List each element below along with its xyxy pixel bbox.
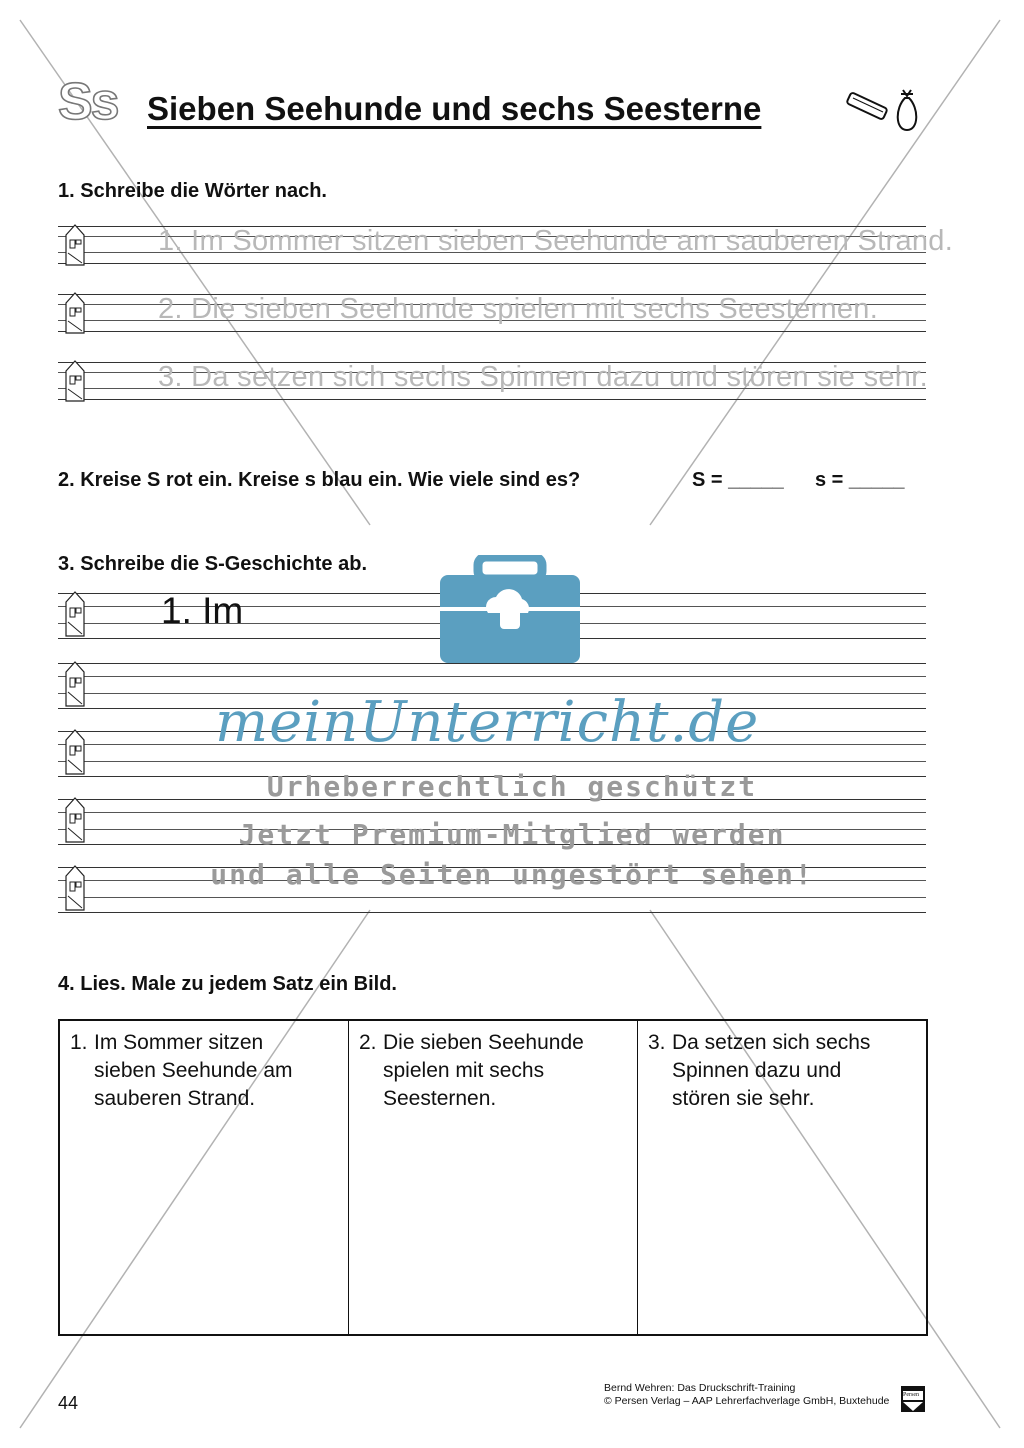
writing-line: [58, 294, 926, 332]
picture-cell[interactable]: [60, 1021, 349, 1334]
house-icon: [64, 291, 86, 335]
picture-cell[interactable]: [638, 1021, 926, 1334]
cell-number: 2.: [359, 1031, 377, 1054]
cell-number: 3.: [648, 1031, 666, 1054]
page-number: 44: [58, 1393, 79, 1413]
task1-instruction: 1. Schreibe die Wörter nach.: [58, 180, 327, 202]
credit-line: Bernd Wehren: Das Druckschrift-Training: [604, 1382, 796, 1394]
credit-line: © Persen Verlag – AAP Lehrerfachverlage GmbH, Buxtehude: [604, 1395, 890, 1407]
cell-sentence: Im Sommer sitzen sieben Seehunde am sauberen Strand.: [94, 1031, 293, 1110]
house-icon: [64, 223, 86, 267]
watermark-premium-2: und alle Seiten ungestört sehen!: [210, 858, 814, 891]
watermark-brand: meinUnterricht.de: [215, 690, 760, 755]
count-lowercase-s: s = _____: [815, 469, 905, 491]
letter-heading: Ss: [58, 73, 118, 131]
picture-table: [58, 1019, 928, 1336]
cell-sentence: Da setzen sich sechs Spinnen dazu und stören sie sehr.: [672, 1031, 871, 1110]
publisher-name: Persen: [903, 1392, 919, 1398]
trace-sentence: 2. Die sieben Seehunde spielen mit sechs Seesternen.: [158, 293, 879, 325]
house-icon: [64, 728, 86, 776]
cell-number: 1.: [70, 1031, 88, 1054]
house-icon: [64, 590, 86, 638]
task2-instruction: 2. Kreise S rot ein. Kreise s blau ein. Wie viele sind es?: [58, 469, 581, 491]
task3-instruction: 3. Schreibe die S-Geschichte ab.: [58, 553, 368, 575]
watermark-copyright: Urheberrechtlich geschützt: [266, 770, 758, 803]
credits: [604, 1382, 889, 1408]
sack-icon: [898, 90, 917, 130]
header-icons: [845, 86, 925, 139]
briefcase-logo-icon: [440, 555, 580, 665]
writing-line: [58, 362, 926, 400]
task4-instruction: 4. Lies. Male zu jedem Satz ein Bild.: [58, 973, 397, 995]
writing-line: [58, 225, 954, 264]
start-word: 1. Im: [161, 590, 244, 631]
cell-sentence: Die sieben Seehunde spielen mit sechs Seesternen.: [383, 1031, 584, 1110]
harmonica-icon: [846, 92, 887, 120]
publisher-logo: [901, 1386, 925, 1417]
picture-cell[interactable]: [349, 1021, 638, 1334]
house-icon: [64, 359, 86, 403]
house-icon: [64, 660, 86, 708]
page-title: Sieben Seehunde und sechs Seesterne: [147, 90, 762, 127]
watermark-premium: Jetzt Premium-Mitglied werden: [238, 818, 786, 851]
trace-sentence: 3. Da setzen sich sechs Spinnen dazu und stören sie sehr.: [158, 361, 928, 393]
trace-sentence: 1. Im Sommer sitzen sieben Seehunde am sauberen Strand.: [158, 225, 954, 257]
count-uppercase-s: S = _____: [692, 469, 784, 491]
